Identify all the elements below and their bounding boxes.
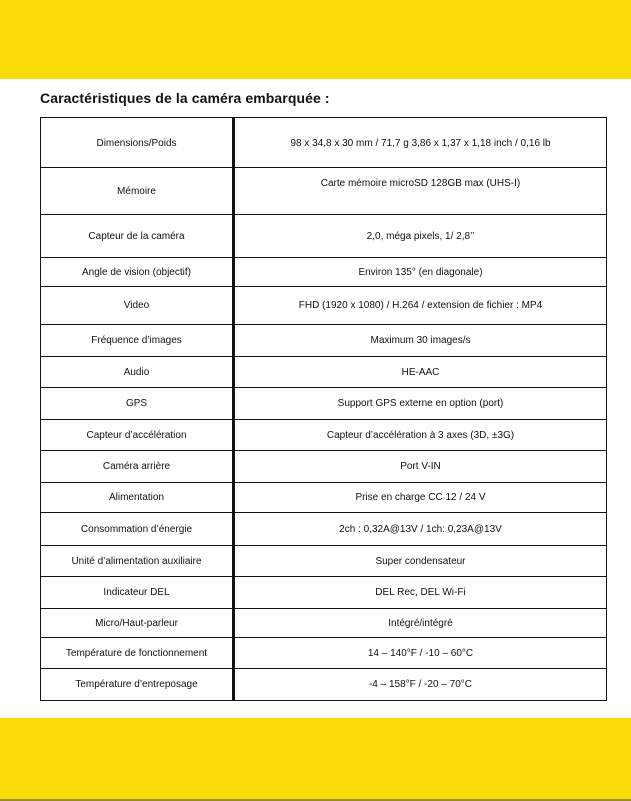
spec-label: Mémoire [41, 168, 234, 215]
specifications-table [40, 117, 607, 701]
spec-label: Alimentation [41, 483, 234, 513]
spec-value: Support GPS externe en option (port) [234, 388, 607, 420]
spec-label: Micro/Haut-parleur [41, 609, 234, 638]
spec-label: Video [41, 287, 234, 325]
table-row [41, 388, 607, 420]
table-row [41, 669, 607, 701]
table-row [41, 546, 607, 577]
spec-label: Angle de vision (objectif) [41, 258, 234, 287]
table-row [41, 258, 607, 287]
spec-value: Port V-IN [234, 451, 607, 483]
spec-label: GPS [41, 388, 234, 420]
table-row [41, 215, 607, 258]
spec-value: Maximum 30 images/s [234, 325, 607, 357]
table-row [41, 357, 607, 388]
spec-label: Température de fonctionnement [41, 638, 234, 669]
table-row [41, 638, 607, 669]
bottom-yellow-band [0, 718, 631, 801]
spec-value: Prise en charge CC 12 / 24 V [234, 483, 607, 513]
spec-value: Super condensateur [234, 546, 607, 577]
table-row [41, 451, 607, 483]
table-row [41, 420, 607, 451]
table-row [41, 609, 607, 638]
spec-label: Unité d’alimentation auxiliaire [41, 546, 234, 577]
spec-value: 2,0, méga pixels, 1/ 2,8’’ [234, 215, 607, 258]
table-row [41, 577, 607, 609]
spec-label: Fréquence d’images [41, 325, 234, 357]
spec-value: -4 – 158°F / -20 – 70°C [234, 669, 607, 701]
spec-value: HE-AAC [234, 357, 607, 388]
spec-value: 98 x 34,8 x 30 mm / 71,7 g 3,86 x 1,37 x 1,18 inch / 0,16 lb [234, 118, 607, 168]
spec-value: Carte mémoire microSD 128GB max (UHS-I) [234, 168, 607, 215]
spec-label: Capteur de la caméra [41, 215, 234, 258]
spec-value: 14 – 140°F / -10 – 60°C [234, 638, 607, 669]
spec-label: Température d’entreposage [41, 669, 234, 701]
spec-value: DEL Rec, DEL Wi-Fi [234, 577, 607, 609]
spec-label: Dimensions/Poids [41, 118, 234, 168]
table-row [41, 287, 607, 325]
spec-label: Consommation d’énergie [41, 513, 234, 546]
table-row [41, 118, 607, 168]
page-title: Caractéristiques de la caméra embarquée : [40, 90, 330, 106]
spec-value: FHD (1920 x 1080) / H.264 / extension de fichier : MP4 [234, 287, 607, 325]
spec-label: Audio [41, 357, 234, 388]
table-row [41, 483, 607, 513]
table-row [41, 513, 607, 546]
spec-label: Caméra arrière [41, 451, 234, 483]
spec-label: Indicateur DEL [41, 577, 234, 609]
top-yellow-band [0, 0, 631, 79]
spec-label: Capteur d’accélération [41, 420, 234, 451]
spec-value: Intégré/intégré [234, 609, 607, 638]
table-row [41, 168, 607, 215]
spec-value: Capteur d’accélération à 3 axes (3D, ±3G) [234, 420, 607, 451]
table-row [41, 325, 607, 357]
spec-value: 2ch : 0,32A@13V / 1ch: 0,23A@13V [234, 513, 607, 546]
spec-value: Environ 135° (en diagonale) [234, 258, 607, 287]
